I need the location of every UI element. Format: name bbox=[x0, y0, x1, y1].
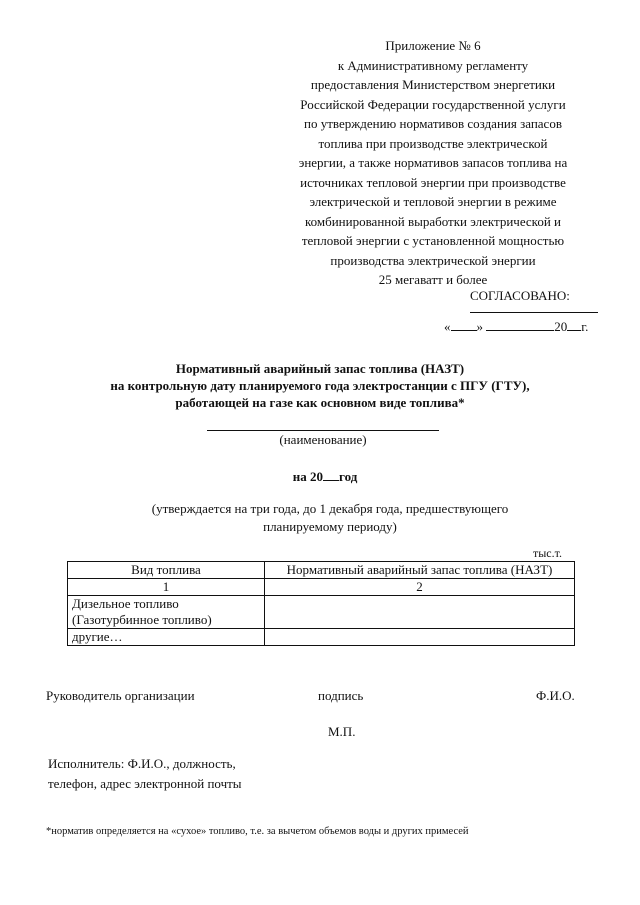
day-blank bbox=[451, 318, 477, 331]
column-number: 2 bbox=[265, 579, 575, 596]
appendix-line: производства электрической энергии bbox=[330, 252, 536, 268]
header-reserve: Нормативный аварийный запас топлива (НАЗТ) bbox=[265, 562, 575, 579]
approval-date bbox=[444, 318, 588, 335]
signature-label: подпись bbox=[318, 688, 364, 703]
year-prefix: 20 bbox=[554, 319, 568, 334]
appendix-line: топлива при производстве электрической bbox=[318, 135, 548, 151]
appendix-line: электрической и тепловой энергии в режиме bbox=[309, 194, 557, 209]
executor-line: телефон, адрес электронной почты bbox=[48, 776, 242, 791]
title-line: работающей на газе как основном виде топлива* bbox=[175, 395, 465, 410]
appendix-line: по утверждению нормативов создания запасов bbox=[304, 116, 562, 131]
appendix-line: к Административному регламенту bbox=[337, 57, 529, 73]
quote-close: » bbox=[476, 319, 483, 334]
footnote: *норматив определяется на «сухое» топливо, т.е. за вычетом объемов воды и других примесей bbox=[46, 826, 469, 837]
fuel-type-cell: Дизельное топливо (Газотурбинное топливо) bbox=[68, 596, 265, 629]
year-blank bbox=[567, 318, 581, 331]
fio-label: Ф.И.О. bbox=[536, 688, 575, 703]
fuel-type-cell: другие… bbox=[68, 629, 265, 646]
appendix-line: тепловой энергии с установленной мощностью bbox=[301, 233, 565, 248]
approval-signature-line bbox=[470, 312, 598, 313]
title-line: на контрольную дату планируемого года электростанции с ПГУ (ГТУ), bbox=[110, 378, 530, 393]
organization-name-label: (наименование) bbox=[279, 432, 367, 447]
head-of-organization-label: Руководитель организации bbox=[46, 688, 195, 703]
column-number: 1 bbox=[68, 579, 265, 596]
table-number-row bbox=[68, 579, 575, 596]
executor-block bbox=[48, 754, 242, 794]
table-header-row bbox=[68, 562, 575, 579]
year-label-prefix: на 20 bbox=[292, 469, 323, 484]
fuel-table bbox=[67, 561, 575, 646]
approval-note bbox=[90, 500, 570, 536]
organization-name-line bbox=[207, 430, 439, 431]
table-row bbox=[68, 629, 575, 646]
executor-line: Исполнитель: Ф.И.О., должность, bbox=[48, 756, 236, 771]
year-label-suffix: год bbox=[338, 469, 358, 484]
unit-label: тыс.т. bbox=[533, 546, 562, 560]
note-line: (утверждается на три года, до 1 декабря года, предшествующего bbox=[151, 501, 509, 516]
document-title bbox=[40, 360, 600, 411]
planning-year bbox=[270, 468, 380, 485]
approval-label: СОГЛАСОВАНО: bbox=[470, 288, 570, 303]
month-blank bbox=[486, 318, 554, 331]
year-label-blank bbox=[323, 468, 339, 481]
header-fuel-type: Вид топлива bbox=[68, 562, 265, 579]
reserve-value-cell bbox=[265, 596, 575, 629]
appendix-line: 25 мегаватт и более bbox=[378, 272, 488, 287]
reserve-value-cell bbox=[265, 629, 575, 646]
appendix-line: Российской Федерации государственной услуги bbox=[300, 96, 566, 112]
appendix-line: источниках тепловой энергии при производстве bbox=[300, 174, 566, 190]
appendix-line: энергии, а также нормативов запасов топлива на bbox=[298, 155, 568, 170]
appendix-line: предоставления Министерством энергетики bbox=[310, 77, 556, 92]
appendix-line: комбинированной выработки электрической и bbox=[304, 213, 562, 229]
quote-open: « bbox=[444, 319, 451, 334]
appendix-block bbox=[268, 36, 598, 290]
year-suffix: г. bbox=[581, 319, 589, 334]
note-line: планируемому периоду) bbox=[263, 519, 397, 534]
stamp-label: М.П. bbox=[328, 724, 356, 739]
title-line: Нормативный аварийный запас топлива (НАЗТ) bbox=[175, 361, 465, 376]
table-row bbox=[68, 596, 575, 629]
appendix-line: Приложение № 6 bbox=[385, 38, 481, 53]
